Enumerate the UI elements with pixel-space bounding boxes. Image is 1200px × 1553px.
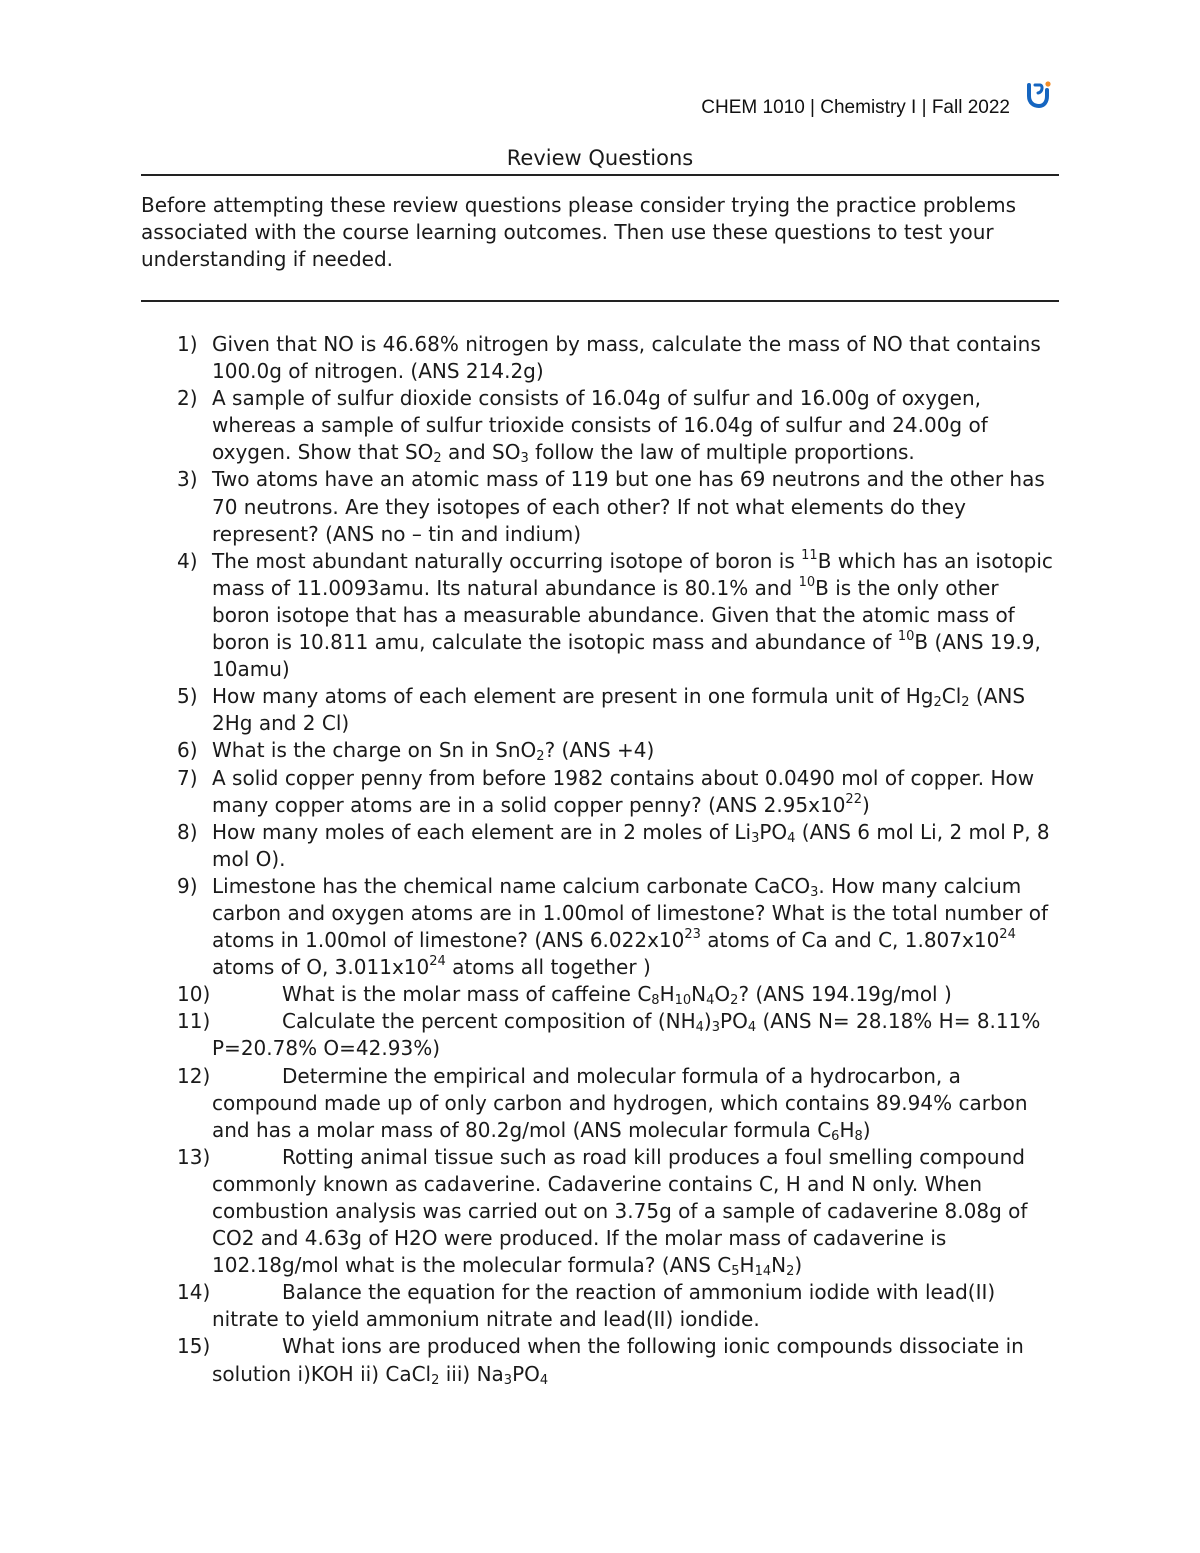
question-text: Two atoms have an atomic mass of 119 but one has 69 neutrons and the other has 70 neutrons. Are they isotopes of each other? If not what elements do they represent? (ANS no – tin and indium)	[212, 467, 1045, 546]
question-item	[0, 1063, 1200, 1144]
question-text: A solid copper penny from before 1982 contains about 0.0490 mol of copper. How many copper atoms are in a solid copper penny? (ANS $2.95x10^{22}$)	[212, 765, 1035, 817]
question-number: 12)	[177, 1063, 211, 1088]
question-number: 2)	[177, 386, 198, 411]
question-item	[0, 765, 1200, 819]
question-text: Balance the equation for the reaction of ammonium iodide with lead(II) nitrate to yield ammonium nitrate and lead(II) iondide.	[212, 1280, 996, 1332]
course-header: CHEM 1010 | Chemistry I | Fall 2022	[701, 97, 1010, 118]
question-number: 4)	[177, 548, 198, 573]
question-number: 13)	[177, 1144, 211, 1169]
intro-divider	[141, 300, 1059, 302]
question-text: Calculate the percent composition of $(NH_4)_3PO_4$ (ANS N= 28.18% H= 8.11% P=20.78% O=42.93%)	[212, 1009, 1041, 1061]
question-list	[0, 331, 1200, 1388]
question-text: What ions are produced when the following ionic compounds dissociate in solution i)KOH ii) CaCl$_2$ iii) $Na_3PO_4$	[212, 1334, 1024, 1388]
question-number: 7)	[177, 765, 198, 790]
question-item	[0, 981, 1200, 1008]
question-item	[0, 331, 1200, 385]
question-number: 3)	[177, 467, 198, 492]
question-text: A sample of sulfur dioxide consists of 16.04g of sulfur and 16.00g of oxygen, whereas a sample of sulfur trioxide consists of 16.04g of sulfur and 24.00g of oxygen. Show that $SO_2$ and $SO_3$ follow the law of multiple proportions.	[212, 386, 988, 467]
question-number: 6)	[177, 738, 198, 763]
question-text: Determine the empirical and molecular formula of a hydrocarbon, a compound made up of only carbon and hydrogen, which contains 89.94% carbon and has a molar mass of 80.2g/mol (ANS molecular formula $C_6H_8$)	[212, 1063, 1028, 1144]
question-item	[0, 466, 1200, 547]
question-item	[0, 548, 1200, 683]
question-item	[0, 385, 1200, 466]
question-text: Given that NO is 46.68% nitrogen by mass, calculate the mass of NO that contains 100.0g of nitrogen. (ANS 214.2g)	[212, 332, 1041, 384]
logo-inner-stroke	[1035, 85, 1042, 93]
question-number: 15)	[177, 1334, 211, 1359]
question-item	[0, 1333, 1200, 1387]
intro-text: Before attempting these review questions please consider trying the practice problems associated with the course learning outcomes. Then use these questions to test your understanding if needed.	[141, 193, 1017, 271]
question-item	[0, 683, 1200, 737]
question-text: What is the molar mass of caffeine $C_8H_{10}N_4O_2$? (ANS 194.19g/mol )	[282, 982, 952, 1009]
question-item	[0, 1144, 1200, 1279]
question-text: What is the charge on Sn in SnO$_2$? (ANS +4)	[212, 738, 655, 765]
question-number: 1)	[177, 332, 198, 356]
question-number: 9)	[177, 873, 198, 898]
logo-blue-stroke	[1029, 85, 1047, 106]
title-divider	[141, 174, 1059, 176]
question-number: 11)	[177, 1009, 211, 1034]
question-item	[0, 1008, 1200, 1062]
question-item	[0, 737, 1200, 764]
logo-orange-dot	[1045, 81, 1050, 86]
question-number: 5)	[177, 684, 198, 709]
page-title: Review Questions	[506, 146, 694, 170]
question-item	[0, 819, 1200, 873]
question-number: 10)	[177, 982, 211, 1007]
question-number: 14)	[177, 1280, 211, 1305]
question-item	[0, 1279, 1200, 1333]
question-text: Rotting animal tissue such as road kill produces a foul smelling compound commonly known as cadaverine. Cadaverine contains C, H and N only. When combustion analysis was carried out on 3.75g of a sample of cadaverine 8.08g of CO2 and 4.63g of H2O were produced. If the molar mass of cadaverine is 102.18g/mol what is the molecular formula? (ANS $C_5H_{14}N_2$)	[212, 1144, 1028, 1280]
question-text: How many moles of each element are in 2 moles of $Li_3PO_4$ (ANS 6 mol Li, 2 mol P, 8 mol O).	[212, 819, 1050, 871]
question-text: Limestone has the chemical name calcium carbonate CaCO$_3$. How many calcium carbon and oxygen atoms are in 1.00mol of limestone? What is the total number of atoms in 1.00mol of limestone? (ANS $6.022x10^{23}$ atoms of Ca and C, $1.807x10^{24}$ atoms of O, $3.011x10^{24}$ atoms all together )	[212, 873, 1048, 980]
question-item	[0, 873, 1200, 981]
institution-logo-icon	[1026, 80, 1054, 108]
intro-paragraph	[141, 192, 1059, 273]
question-text: How many atoms of each element are present in one formula unit of $Hg_2Cl_2$ (ANS 2Hg and 2 Cl)	[212, 684, 1026, 736]
question-number: 8)	[177, 819, 198, 844]
question-text: The most abundant naturally occurring isotope of boron is $^{11}$B which has an isotopic mass of 11.0093amu. Its natural abundance is 80.1% and $^{10}$B is the only other boron isotope that has a measurable abundance. Given that the atomic mass of boron is 10.811 amu, calculate the isotopic mass and abundance of $^{10}$B (ANS 19.9, 10amu)	[212, 547, 1053, 682]
